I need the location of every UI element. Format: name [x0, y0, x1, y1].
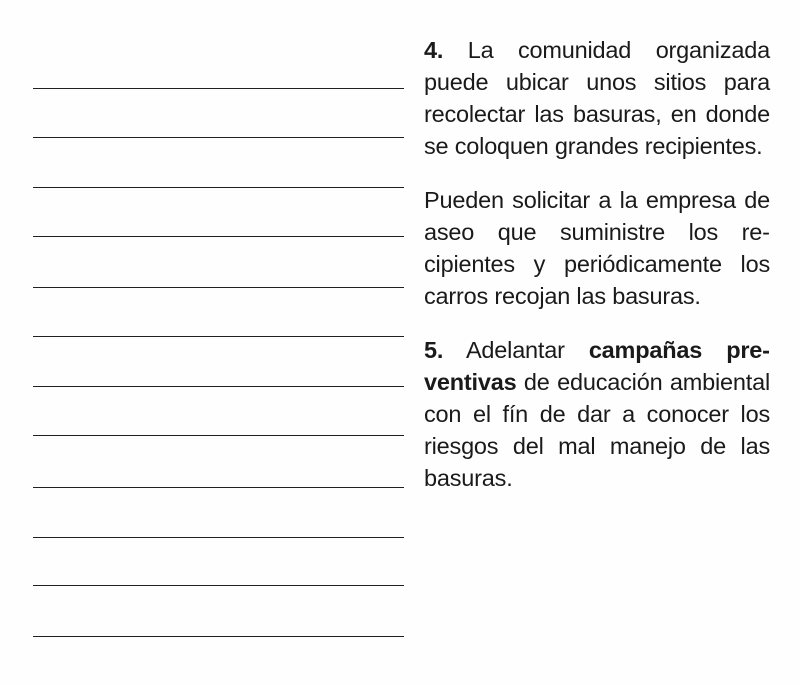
writing-line[interactable]	[33, 287, 404, 288]
writing-line[interactable]	[33, 187, 404, 188]
item-5-text: de educación ambiental con el fín de dar a conocer los riesgos del mal manejo de las basuras.	[424, 369, 770, 491]
item-4-paragraph	[424, 34, 770, 162]
writing-line[interactable]	[33, 336, 404, 337]
item-4-followup-text: Pueden solicitar a la empresa de aseo que suministre los recipientes y periódicamente los carros recojan las basuras.	[424, 187, 770, 309]
writing-line[interactable]	[33, 88, 404, 89]
writing-line[interactable]	[33, 636, 404, 637]
item-4-number: 4.	[424, 37, 444, 63]
writing-line[interactable]	[33, 585, 404, 586]
body-text	[424, 34, 770, 516]
writing-line[interactable]	[33, 236, 404, 237]
item-5-emphasis: campañas preventivas	[424, 337, 770, 395]
item-5-number: 5.	[424, 337, 444, 363]
item-5-paragraph	[424, 334, 770, 494]
writing-line[interactable]	[33, 537, 404, 538]
item-5-lead: Adelantar	[465, 337, 565, 363]
writing-line[interactable]	[33, 487, 404, 488]
item-4-text: La comunidad organizada puede ubicar unos sitios para recolectar las basuras, en donde se coloquen grandes recipientes.	[424, 37, 770, 159]
writing-line[interactable]	[33, 137, 404, 138]
item-4-followup-paragraph	[424, 184, 770, 312]
writing-line[interactable]	[33, 435, 404, 436]
writing-line[interactable]	[33, 386, 404, 387]
